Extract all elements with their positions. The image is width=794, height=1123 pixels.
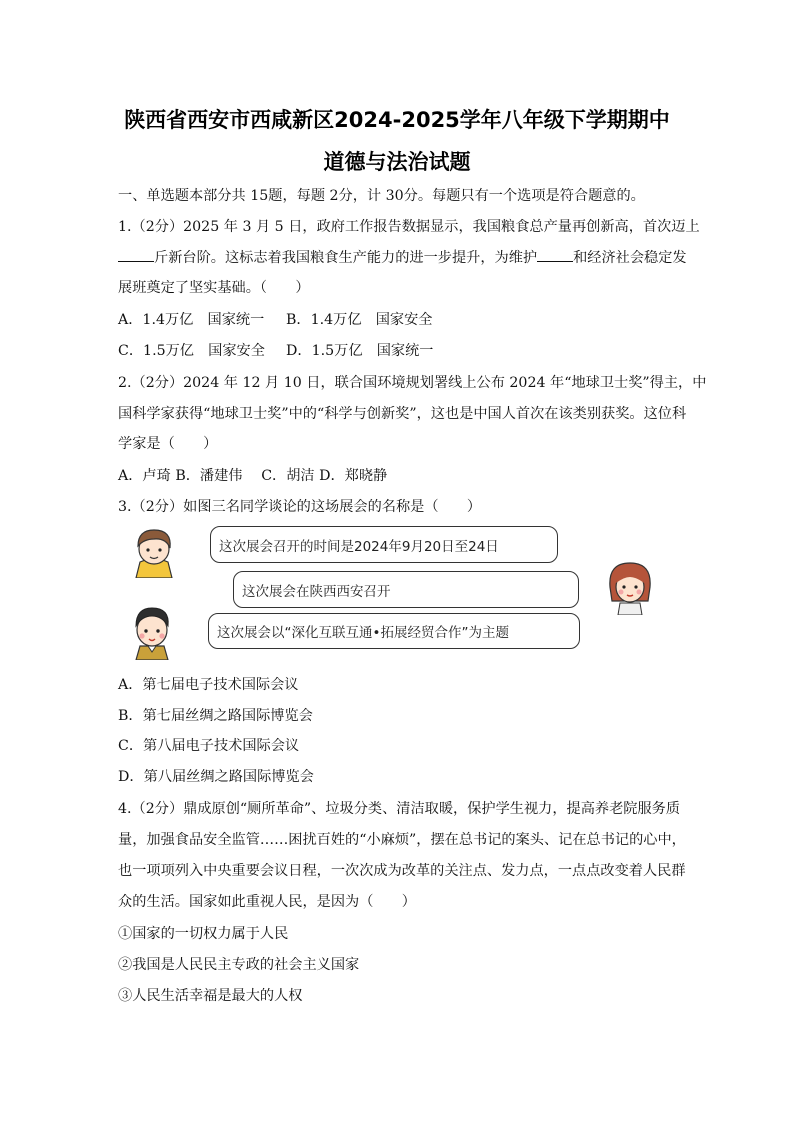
q1-option-d: D．1.5万亿 国家统一 bbox=[286, 343, 434, 359]
q1-stem-line-2b: 和经济社会稳定发 bbox=[573, 250, 687, 266]
q1-blank-1 bbox=[118, 247, 154, 262]
q4-statement-1: ①国家的一切权力属于人民 bbox=[118, 926, 289, 942]
student-girl-avatar bbox=[602, 557, 658, 619]
speech-bubble-3 bbox=[208, 613, 580, 649]
student-boy-1-avatar bbox=[126, 522, 182, 582]
q4-statement-3: ③人民生活幸福是最大的人权 bbox=[118, 988, 303, 1004]
q3-option-b: B．第七届丝绸之路国际博览会 bbox=[118, 708, 313, 724]
q4-stem-line-4: 众的生活。国家如此重视人民，是因为（ ） bbox=[118, 894, 416, 910]
section-heading: 一、单选题本部分共 15题，每题 2分，计 30分。每题只有一个选项是符合题意的。 bbox=[118, 188, 645, 204]
q1-blank-2 bbox=[537, 247, 573, 262]
q2-stem-line-1: 2.（2分）2024 年 12 月 10 日，联合国环境规划署线上公布 2024 年“地球卫士奖”得主，中 bbox=[118, 375, 707, 391]
q3-option-a: A．第七届电子技术国际会议 bbox=[118, 677, 299, 693]
page-title-line-2: 道德与法治试题 bbox=[323, 150, 471, 174]
q4-stem-line-3: 也一项项列入中央重要会议日程，一次次成为改革的关注点、发力点，一点点改变着人民群 bbox=[118, 863, 686, 879]
q1-option-a: A．1.4万亿 国家统一 bbox=[118, 312, 265, 328]
q4-statement-2: ②我国是人民民主专政的社会主义国家 bbox=[118, 957, 360, 973]
q1-stem-line-2 bbox=[118, 247, 687, 268]
page-title-line-1: 陕西省西安市西咸新区2024-2025学年八年级下学期期中 bbox=[124, 108, 670, 132]
q1-option-b: B．1.4万亿 国家安全 bbox=[286, 312, 433, 328]
q3-option-c: C．第八届电子技术国际会议 bbox=[118, 738, 300, 754]
q2-stem-line-3: 学家是（ ） bbox=[118, 436, 218, 452]
q2-stem-line-2: 国科学家获得“地球卫士奖”中的“科学与创新奖”，这也是中国人首次在该类别获奖。这位科 bbox=[118, 406, 687, 422]
speech-bubble-1 bbox=[210, 526, 558, 563]
q3-option-d: D．第八届丝绸之路国际博览会 bbox=[118, 769, 314, 785]
q1-option-c: C．1.5万亿 国家安全 bbox=[118, 343, 265, 359]
student-boy-2-avatar bbox=[124, 602, 180, 664]
q1-stem-line-3: 展班奠定了坚实基础。（ ） bbox=[118, 280, 310, 296]
q4-stem-line-2: 量，加强食品安全监管……困扰百姓的“小麻烦”，摆在总书记的案头、记在总书记的心中， bbox=[118, 832, 686, 848]
q1-stem-line-1: 1.（2分）2025 年 3 月 5 日，政府工作报告数据显示，我国粮食总产量再创新高，首次迈上 bbox=[118, 219, 700, 235]
q2-options: A．卢琦 B．潘建伟 C．胡洁 D．郑晓静 bbox=[118, 468, 388, 484]
speech-bubble-2 bbox=[233, 571, 579, 608]
q3-stem: 3.（2分）如图三名同学谈论的这场展会的名称是（ ） bbox=[118, 499, 482, 515]
speech-bubble-3-text: 这次展会以“深化互联互通•拓展经贸合作”为主题 bbox=[217, 625, 509, 641]
speech-bubble-2-text: 这次展会在陕西西安召开 bbox=[242, 583, 391, 600]
speech-bubble-1-text: 这次展会召开的时间是2024年9月20日至24日 bbox=[219, 538, 499, 555]
q1-stem-line-2a: 斤新台阶。这标志着我国粮食生产能力的进一步提升，为维护 bbox=[154, 250, 538, 266]
q4-stem-line-1: 4.（2分）鼎成原创“厕所革命”、垃圾分类、清洁取暖，保护学生视力，提高养老院服务质 bbox=[118, 801, 681, 817]
